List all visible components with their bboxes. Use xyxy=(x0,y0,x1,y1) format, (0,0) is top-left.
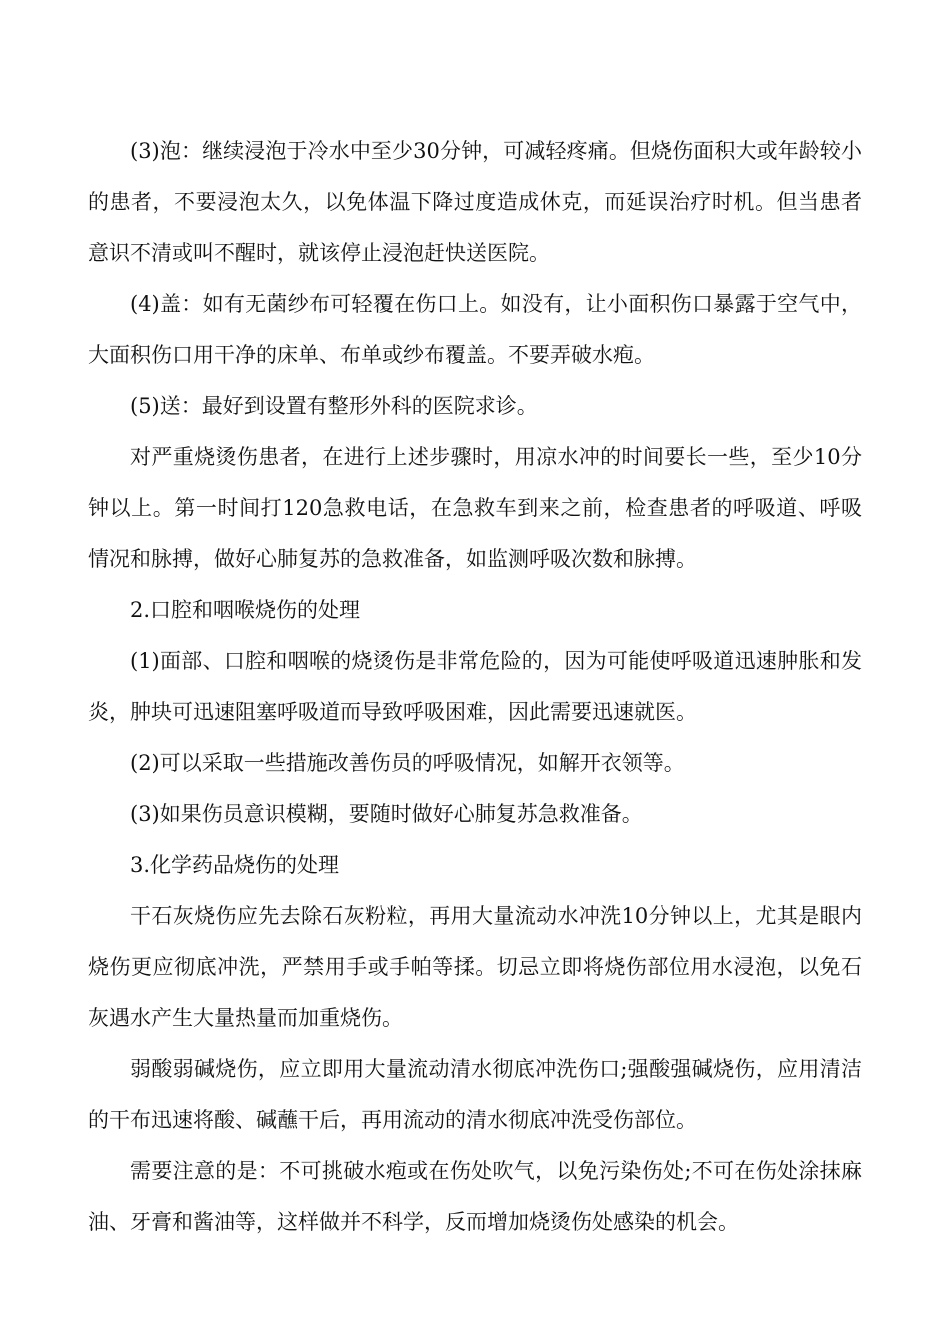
document-body xyxy=(88,126,862,1248)
paragraph-mouth-throat-3: (3)如果伤员意识模糊，要随时做好心肺复苏急救准备。 xyxy=(130,802,643,826)
paragraph-soak: (3)泡：继续浸泡于冷水中至少30分钟，可减轻疼痛。但烧伤面积大或年龄较小的患者，不要浸泡太久，以免体温下降过度造成休克，而延误治疗时机。但当患者意识不清或叫不醒时，就该停止浸泡赶快送医院。 xyxy=(88,139,862,265)
paragraph-acid-alkali: 弱酸弱碱烧伤，应立即用大量流动清水彻底冲洗伤口;强酸强碱烧伤，应用清洁的干布迅速将酸、碱蘸干后，再用流动的清水彻底冲洗受伤部位。 xyxy=(88,1057,862,1132)
paragraph-quicklime: 干石灰烧伤应先去除石灰粉粒，再用大量流动水冲洗10分钟以上，尤其是眼内烧伤更应彻底冲洗，严禁用手或手帕等揉。切忌立即将烧伤部位用水浸泡，以免石灰遇水产生大量热量而加重烧伤。 xyxy=(88,904,862,1030)
paragraph-cover: (4)盖：如有无菌纱布可轻覆在伤口上。如没有，让小面积伤口暴露于空气中，大面积伤口用干净的床单、布单或纱布覆盖。不要弄破水疱。 xyxy=(88,292,862,367)
paragraph-cautions: 需要注意的是：不可挑破水疱或在伤处吹气，以免污染伤处;不可在伤处涂抹麻油、牙膏和酱油等，这样做并不科学，反而增加烧烫伤处感染的机会。 xyxy=(88,1159,862,1234)
paragraph-severe-burns: 对严重烧烫伤患者，在进行上述步骤时，用凉水冲的时间要长一些，至少10分钟以上。第一时间打120急救电话，在急救车到来之前，检查患者的呼吸道、呼吸情况和脉搏，做好心肺复苏的急救准备，如监测呼吸次数和脉搏。 xyxy=(88,445,862,571)
section-heading-chemical: 3.化学药品烧伤的处理 xyxy=(130,853,340,877)
paragraph-mouth-throat-1: (1)面部、口腔和咽喉的烧烫伤是非常危险的，因为可能使呼吸道迅速肿胀和发炎，肿块可迅速阻塞呼吸道而导致呼吸困难，因此需要迅速就医。 xyxy=(88,649,862,724)
paragraph-mouth-throat-2: (2)可以采取一些措施改善伤员的呼吸情况，如解开衣领等。 xyxy=(130,751,685,775)
paragraph-send: (5)送：最好到设置有整形外科的医院求诊。 xyxy=(130,394,538,418)
section-heading-mouth-throat: 2.口腔和咽喉烧伤的处理 xyxy=(130,598,361,622)
